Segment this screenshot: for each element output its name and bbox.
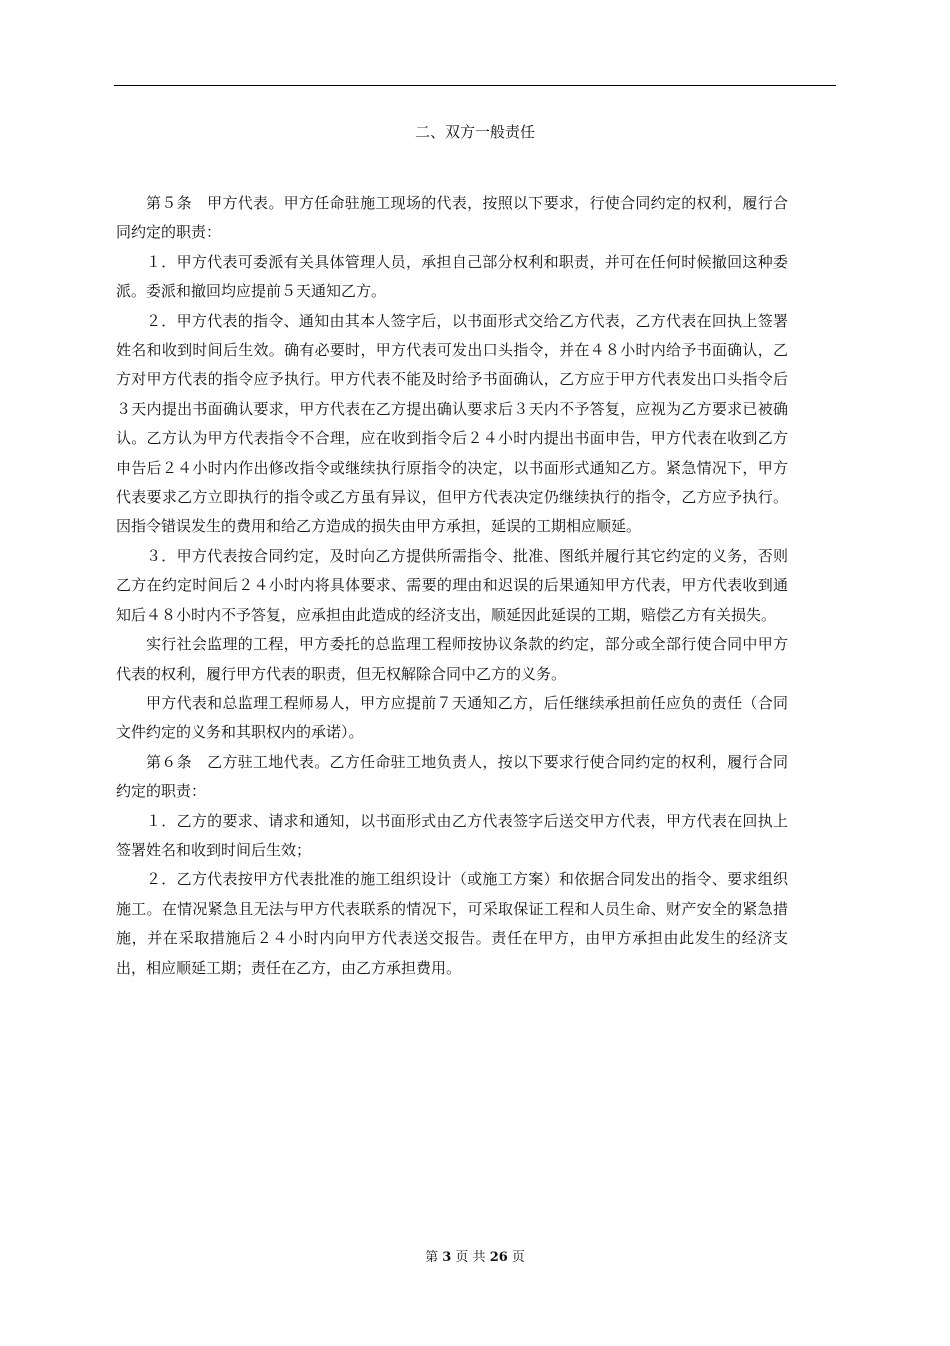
- paragraph-6-1: １．乙方的要求、请求和通知，以书面形式由乙方代表签字后送交甲方代表，甲方代表在回执上签署姓名和收到时间后生效；: [116, 811, 788, 859]
- document-body: [116, 189, 788, 983]
- paragraph-article-6: 第６条 乙方驻工地代表。乙方任命驻工地负责人，按以下要求行使合同约定的权利，履行合同约定的职责：: [116, 752, 788, 801]
- footer-suffix: 页: [511, 1250, 525, 1265]
- paragraph-article-5: 第５条 甲方代表。甲方任命驻施工现场的代表，按照以下要求，行使合同约定的权利，履行合同约定的职责：: [116, 194, 788, 242]
- total-pages-number: 26: [489, 1250, 508, 1265]
- paragraph-5-1: １．甲方代表可委派有关具体管理人员，承担自己部分权利和职责，并可在任何时候撤回这种委派。委派和撤回均应提前５天通知乙方。: [116, 252, 788, 301]
- paragraph-6-2: ２．乙方代表按甲方代表批准的施工组织设计（或施工方案）和依据合同发出的指令、要求组织施工。在情况紧急且无法与甲方代表联系的情况下，可采取保证工程和人员生命、财产安全的紧急措施，并在采取措施后２４小时内向甲方代表送交报告。责任在甲方，由甲方承担由此发生的经济支出，相应顺延工期；责任在乙方，由乙方承担费用。: [116, 870, 788, 977]
- section-title: 二、双方一般责任: [414, 123, 535, 141]
- page-footer: [0, 1248, 950, 1268]
- footer-prefix: 第: [425, 1250, 439, 1265]
- paragraph-5-2: ２．甲方代表的指令、通知由其本人签字后，以书面形式交给乙方代表，乙方代表在回执上签署姓名和收到时间后生效。确有必要时，甲方代表可发出口头指令，并在４８小时内给予书面确认，乙方对甲方代表的指令应予执行。甲方代表不能及时给予书面确认，乙方应于甲方代表发出口头指令后３天内提出书面确认要求，甲方代表在乙方提出确认要求后３天内不予答复，应视为乙方要求已被确认。乙方认为甲方代表指令不合理，应在收到指令后２４小时内提出书面申告，甲方代表在收到乙方申告后２４小时内作出修改指令或继续执行原指令的决定，以书面形式通知乙方。紧急情况下，甲方代表要求乙方立即执行的指令或乙方虽有异议，但甲方代表决定仍继续执行的指令，乙方应予执行。因指令错误发生的费用和给乙方造成的损失由甲方承担，延误的工期相应顺延。: [116, 311, 788, 536]
- current-page-number: 3: [442, 1250, 452, 1265]
- paragraph-supervision: 实行社会监理的工程，甲方委托的总监理工程师按协议条款的约定，部分或全部行使合同中甲方代表的权利，履行甲方代表的职责，但无权解除合同中乙方的义务。: [116, 635, 788, 683]
- paragraph-5-3: ３．甲方代表按合同约定，及时向乙方提供所需指令、批准、图纸并履行其它约定的义务，否则乙方在约定时间后２４小时内将具体要求、需要的理由和迟误的后果通知甲方代表，甲方代表收到通知后４８小时内不予答复，应承担由此造成的经济支出，顺延因此延误的工期，赔偿乙方有关损失。: [116, 546, 788, 624]
- header-rule: [114, 85, 836, 86]
- paragraph-replacement: 甲方代表和总监理工程师易人，甲方应提前７天通知乙方，后任继续承担前任应负的责任（合同文件约定的义务和其职权内的承诺）。: [116, 693, 788, 742]
- footer-middle: 页 共: [455, 1250, 486, 1265]
